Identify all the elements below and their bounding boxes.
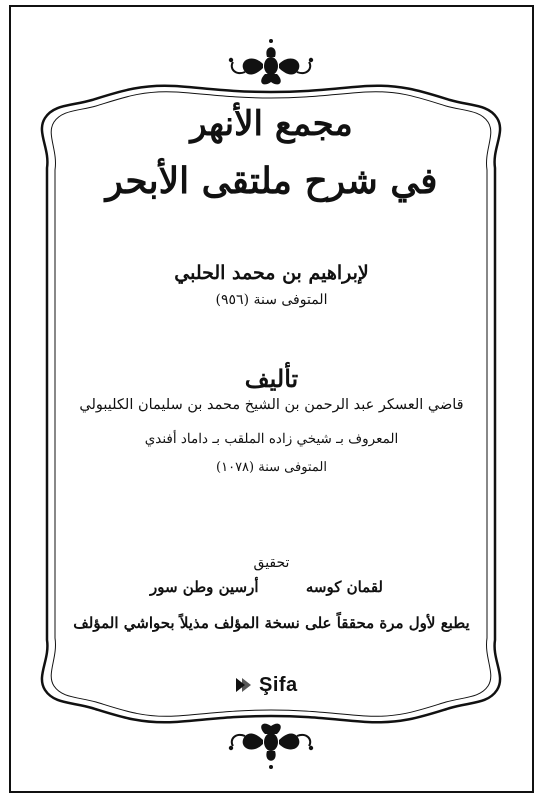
authorship-label: تأليف bbox=[244, 364, 299, 393]
editors-row bbox=[60, 578, 483, 604]
commentator-name: قاضي العسكر عبد الرحمن بن الشيخ محمد بن سليمان الكليبولي bbox=[79, 397, 464, 413]
book-title-line2: في شرح ملتقى الأبحر bbox=[105, 160, 438, 202]
original-author-name: لإبراهيم بن محمد الحلبي bbox=[174, 262, 369, 284]
editor-left: أرسين وطن سور bbox=[150, 578, 259, 596]
publisher-logo bbox=[233, 670, 313, 700]
editing-label: تحقيق bbox=[253, 555, 290, 571]
publisher-logo-mark bbox=[233, 674, 255, 696]
edition-note: يطبع لأول مرة محققاً على نسخة المؤلف مذيلاً بحواشي المؤلف bbox=[73, 614, 470, 632]
publisher-logo-text: Şifa bbox=[259, 673, 298, 696]
commentator-known-as: المعروف بـ شيخي زاده الملقب بـ داماد أفندي bbox=[144, 431, 399, 447]
commentator-death: المتوفى سنة (١٠٧٨) bbox=[216, 460, 327, 475]
editor-right: لقمان كوسه bbox=[305, 578, 383, 596]
original-author-death: المتوفى سنة (٩٥٦) bbox=[215, 292, 328, 308]
book-title-line1: مجمع الأنهر bbox=[190, 104, 353, 144]
